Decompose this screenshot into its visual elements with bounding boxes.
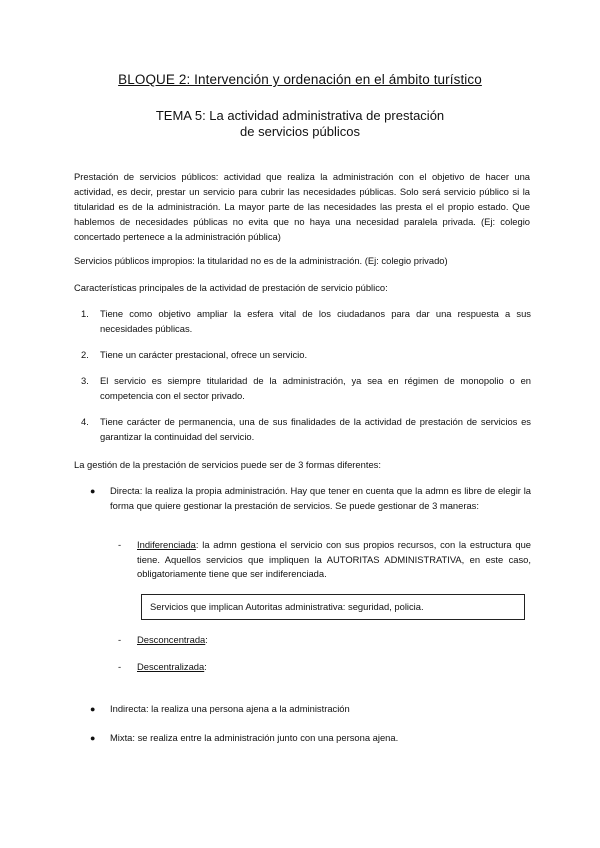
- topic-title: [0, 108, 600, 140]
- bullet-item-direct: [90, 484, 531, 513]
- item-text: El servicio es siempre titularidad de la administración, ya sea en régimen de monopolio o en competencia con el sector privado.: [100, 375, 531, 401]
- characteristic-item: [81, 307, 531, 336]
- item-text: Tiene carácter de permanencia, una de sus finalidades de la actividad de prestación de servicios es garantizar la continuidad del servicio.: [100, 416, 531, 442]
- characteristics-heading: Características principales de la actividad de prestación de servicio público:: [74, 282, 388, 293]
- management-heading: La gestión de la prestación de servicios puede ser de 3 formas diferentes:: [74, 459, 381, 470]
- item-text: Tiene un carácter prestacional, ofrece un servicio.: [100, 349, 308, 360]
- dash-item-decentralized: [118, 660, 531, 675]
- intro-paragraph: Prestación de servicios públicos: actividad que realiza la administración con el objetivo de hacer una actividad, es decir, prestar un servicio para cubrir las necesidades públicas. Solo será servicio público si la titularidad es de la administración. La mayor parte de las necesidades las presta el el propio estado. Que hablemos de necesidades públicas no evita que no haya una necesidad paralela privada. (Ej: colegio concertado pertenece a la administración pública): [74, 171, 530, 242]
- dash-item-deconcentrated: [118, 633, 531, 648]
- colon: :: [205, 634, 208, 645]
- characteristic-item: [81, 374, 531, 403]
- undifferentiated-text: : la admn gestiona el servicio con sus propios recursos, con la estructura que tiene. Aquellos servicios que impliquen la AUTORITAS ADMINISTRATIVA, en este caso, obligatoriamente tiene que ser indiferenciada.: [137, 539, 531, 579]
- dash-icon: -: [118, 661, 122, 672]
- deconcentrated-item: [137, 633, 531, 648]
- characteristic-item: [81, 415, 531, 444]
- bullet-item-mixed: [90, 731, 531, 746]
- colon: :: [204, 661, 207, 672]
- direct-text: Directa: la realiza la propia administración. Hay que tener en cuenta que la admn es libre de elegir la forma que quiere gestionar la prestación de servicios. Se puede gestionar de 3 maneras:: [110, 485, 531, 511]
- mixed-text: Mixta: se realiza entre la administración junto con una persona ajena.: [110, 732, 399, 743]
- decentralized-label: Descentralizada: [137, 661, 205, 672]
- item-number: 1.: [81, 308, 89, 319]
- item-number: 3.: [81, 375, 89, 386]
- undifferentiated-item: [137, 538, 531, 582]
- characteristic-item: [81, 348, 531, 363]
- item-number: 2.: [81, 349, 89, 360]
- dash-icon: -: [118, 634, 122, 645]
- bullet-icon: ●: [90, 704, 96, 714]
- topic-title-line-2: de servicios públicos: [240, 124, 360, 139]
- boxed-note: Servicios que implican Autoritas administrativa: seguridad, policia.: [141, 594, 525, 620]
- bullet-icon: ●: [90, 486, 96, 496]
- bullet-item-indirect: [90, 702, 531, 717]
- deconcentrated-label: Desconcentrada: [137, 634, 206, 645]
- bullet-icon: ●: [90, 733, 96, 743]
- indirect-text: Indirecta: la realiza una persona ajena a la administración: [110, 703, 350, 714]
- improper-services-paragraph: Servicios públicos impropios: la titularidad no es de la administración. (Ej: colegio privado): [74, 255, 448, 266]
- item-number: 4.: [81, 416, 89, 427]
- topic-title-line-1: TEMA 5: La actividad administrativa de prestación: [155, 108, 445, 123]
- dash-icon: -: [118, 539, 122, 550]
- item-text: Tiene como objetivo ampliar la esfera vital de los ciudadanos para dar una respuesta a sus necesidades públicas.: [100, 308, 531, 334]
- dash-item-undifferentiated: [118, 538, 531, 582]
- undifferentiated-label: Indiferenciada: [137, 539, 196, 550]
- block-title: BLOQUE 2: Intervención y ordenación en el ámbito turístico: [118, 72, 482, 87]
- decentralized-item: [137, 660, 531, 675]
